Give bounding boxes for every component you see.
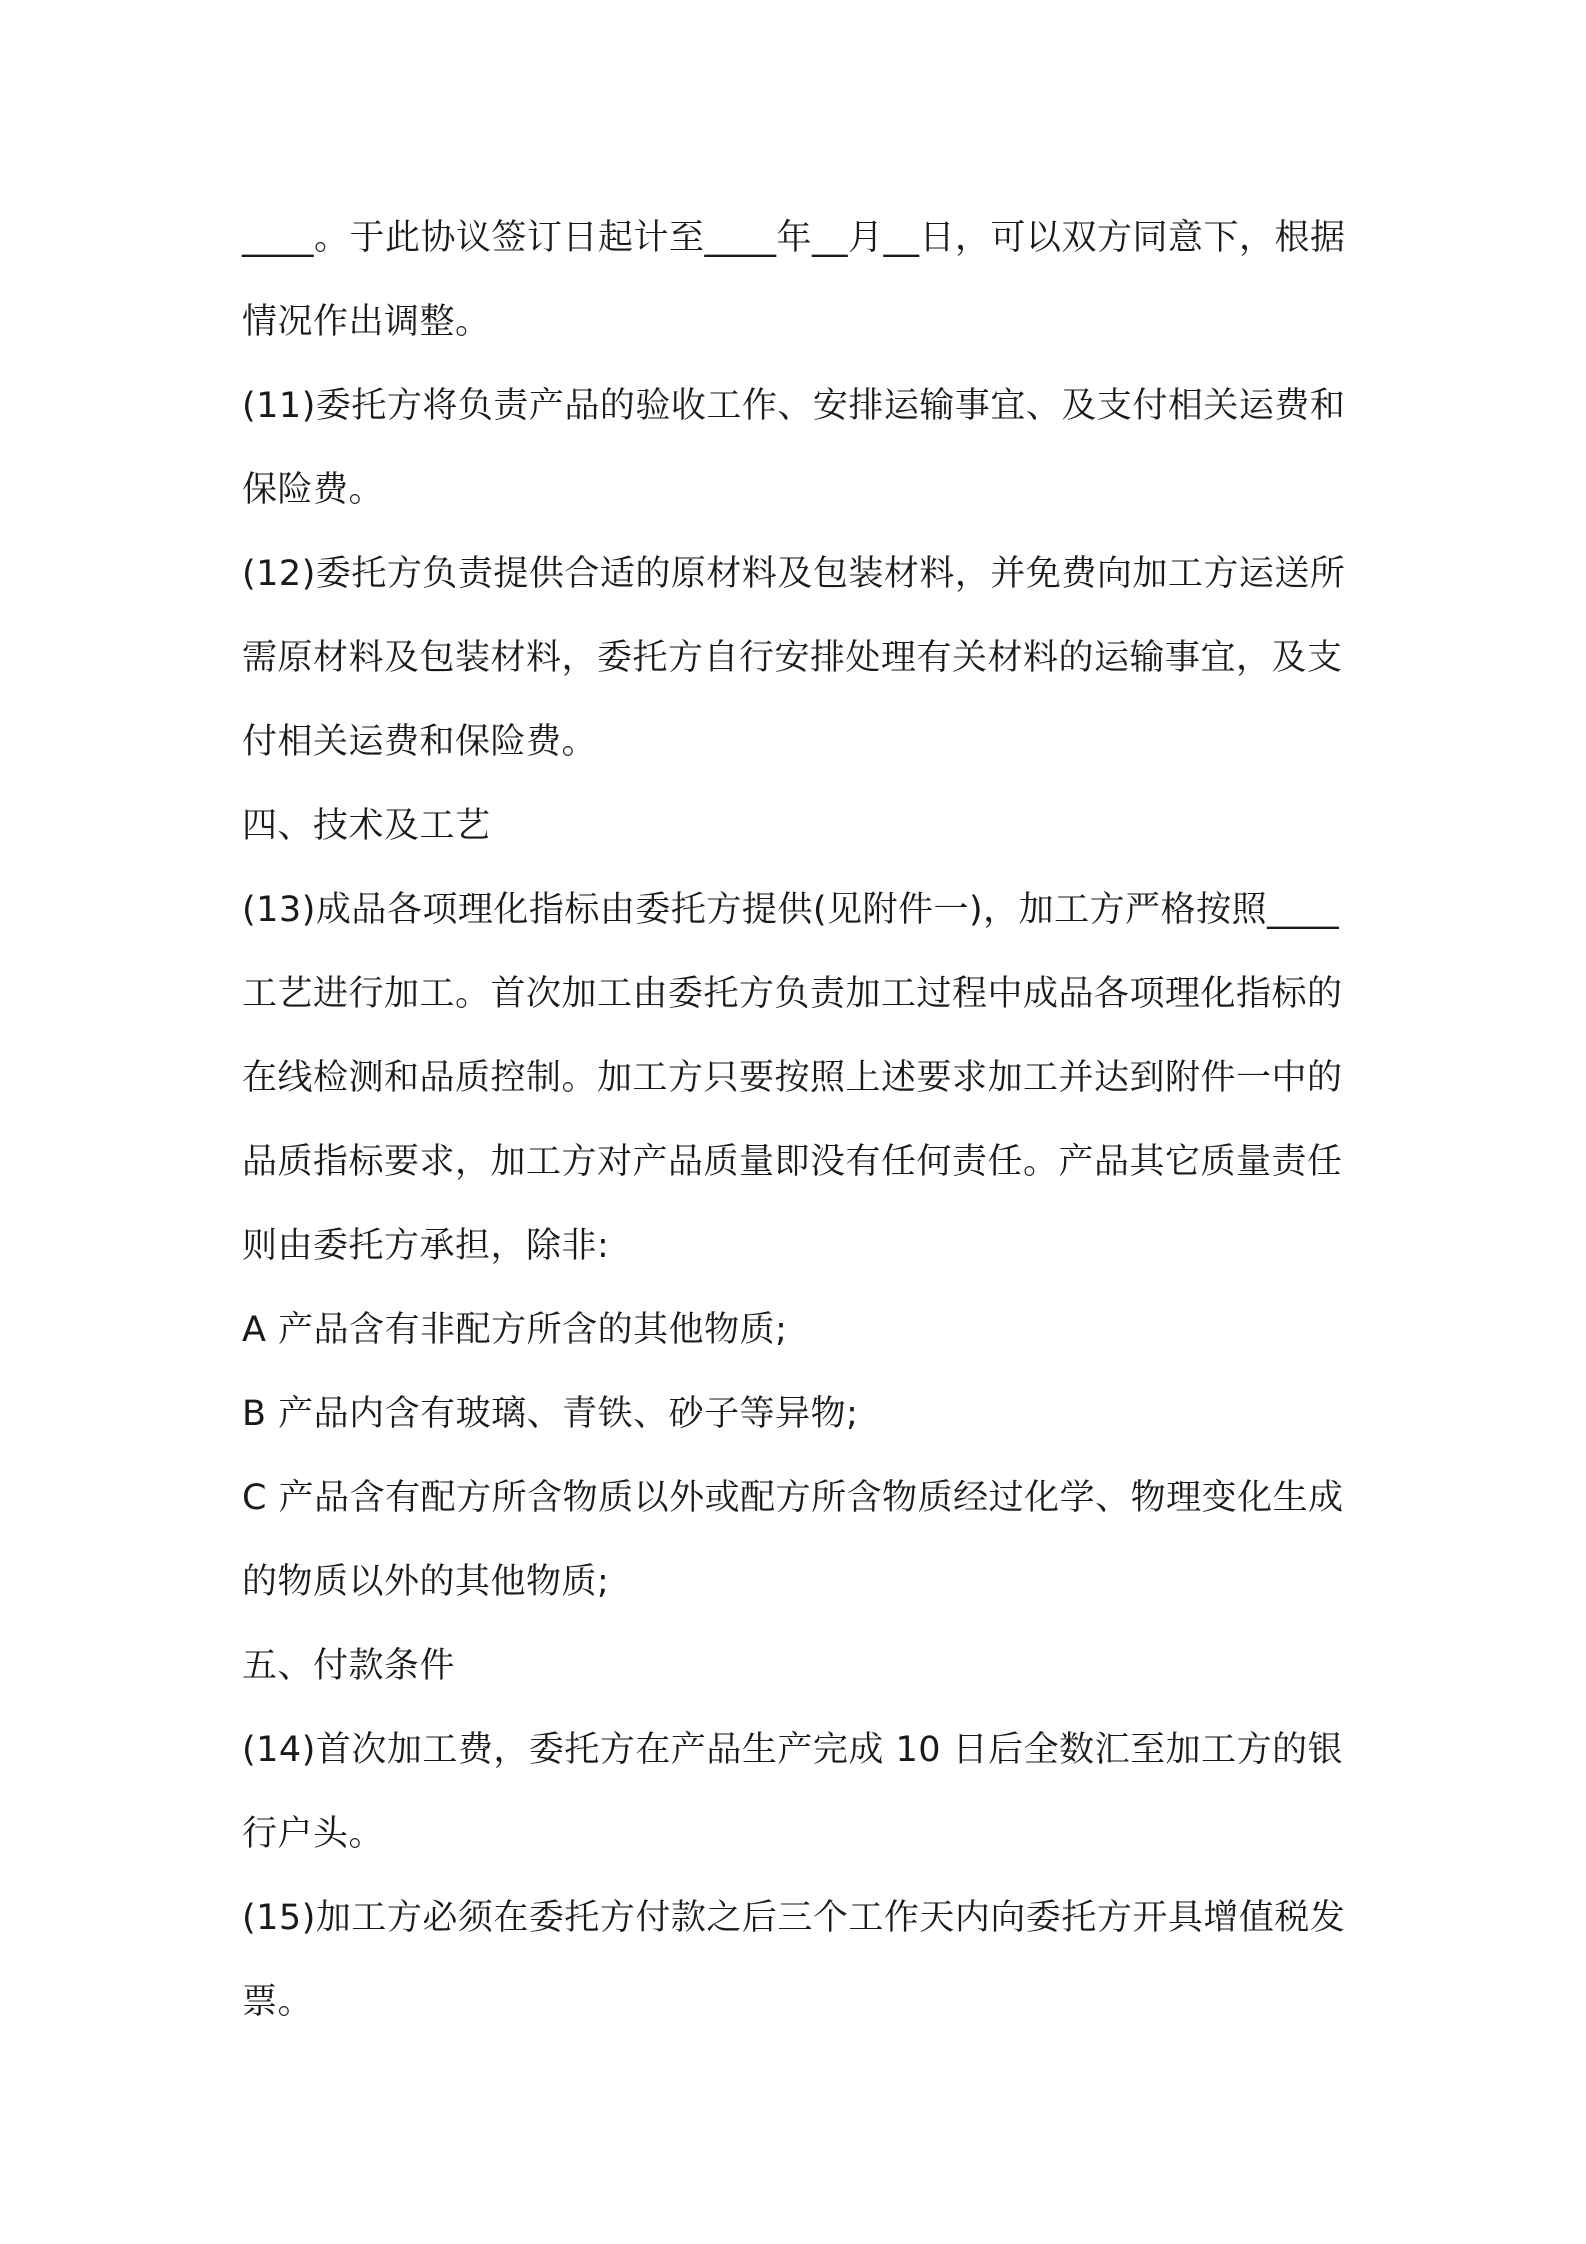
list-item-a: A 产品含有非配方所含的其他物质; — [242, 1310, 788, 1350]
list-item-c: C 产品含有配方所含物质以外或配方所含物质经过化学、物理变化生成的物质以外的其他物质; — [242, 1478, 1344, 1602]
section-heading-payment: 五、付款条件 — [242, 1646, 456, 1686]
paragraph-term-period: ____。于此协议签订日起计至____年__月__日，可以双方同意下，根据情况作出调整。 — [242, 218, 1346, 342]
document-body — [242, 196, 1362, 2044]
section-heading-technology: 四、技术及工艺 — [242, 806, 491, 846]
paragraph-clause-12: (12)委托方负责提供合适的原材料及包装材料，并免费向加工方运送所需原材料及包装材料，委托方自行安排处理有关材料的运输事宜，及支付相关运费和保险费。 — [242, 554, 1346, 762]
list-item-b: B 产品内含有玻璃、青铁、砂子等异物; — [242, 1394, 859, 1434]
paragraph-clause-13: (13)成品各项理化指标由委托方提供(见附件一)，加工方严格按照____工艺进行加工。首次加工由委托方负责加工过程中成品各项理化指标的在线检测和品质控制。加工方只要按照上述要求加工并达到附件一中的品质指标要求，加工方对产品质量即没有任何责任。产品其它质量责任则由委托方承担，除非: — [242, 890, 1343, 1266]
paragraph-clause-15: (15)加工方必须在委托方付款之后三个工作天内向委托方开具增值税发票。 — [242, 1898, 1346, 2022]
paragraph-clause-11: (11)委托方将负责产品的验收工作、安排运输事宜、及支付相关运费和保险费。 — [242, 386, 1346, 510]
paragraph-clause-14: (14)首次加工费，委托方在产品生产完成 10 日后全数汇至加工方的银行户头。 — [242, 1730, 1344, 1854]
